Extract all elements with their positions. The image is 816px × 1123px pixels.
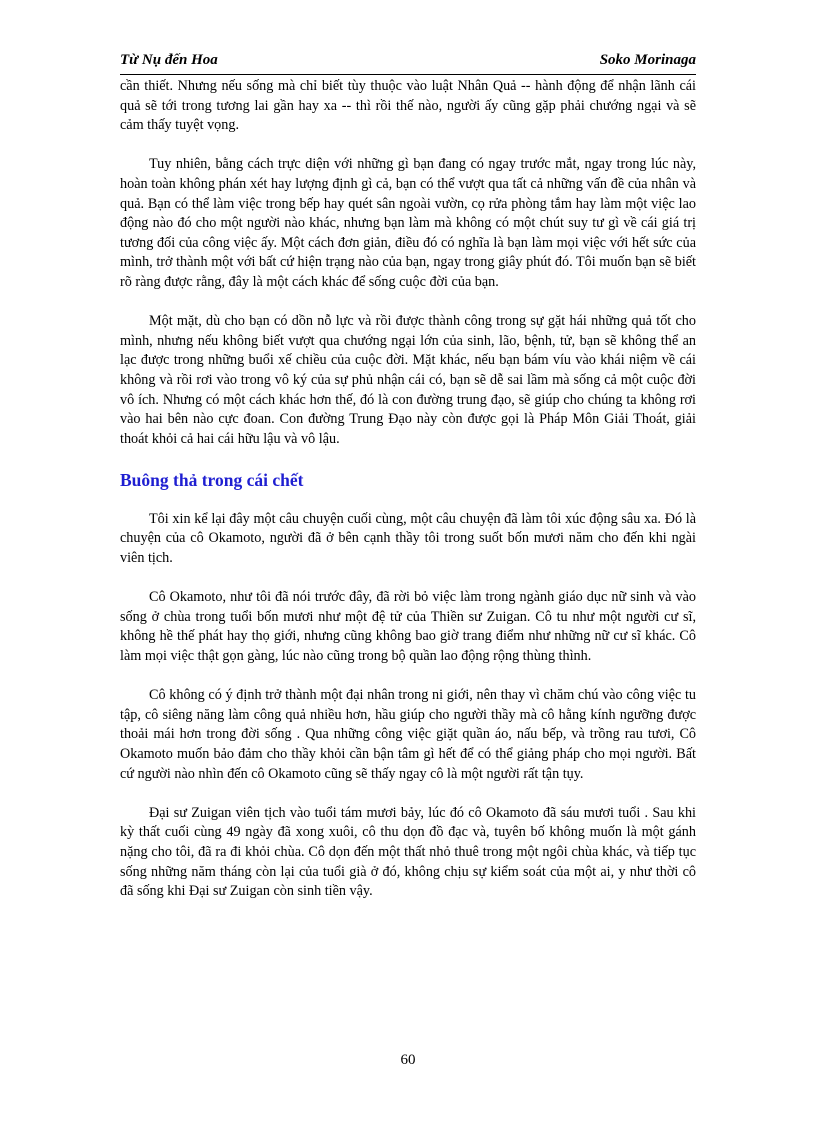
book-title: Từ Nụ đến Hoa [120, 52, 218, 68]
page-number: 60 [400, 1052, 416, 1068]
body-paragraph: Một mặt, dù cho bạn có dồn nỗ lực và rồi được thành công trong sự gặt hái những quả tốt cho mình, nhưng nếu không biết vượt qua chướng ngại lớn của sinh, lão, bệnh, tử, bạn sẽ không thể an lạc được trong những buổi xế chiều của cuộc đời. Mặt khác, nếu bạn bám víu vào khái niệm về cái không và rồi rơi vào trong vô ký của sự phủ nhận cái có, bạn sẽ dễ sai lầm mà sống cả một cuộc đời vô ích. Nhưng có một cách khác hơn thế, đó là con đường trung đạo, sẽ giúp cho chúng ta không rơi vào hai bên nào cực đoan. Con đường Trung Đạo này còn được gọi là Pháp Môn Giải Thoát, giải thoát khỏi cả hai cái hữu lậu và vô lậu. [120, 313, 696, 447]
author-name: Soko Morinaga [599, 52, 696, 68]
body-paragraph: cần thiết. Nhưng nếu sống mà chỉ biết tùy thuộc vào luật Nhân Quả -- hành động để nhận lãnh cái quả sẽ tới trong tương lai gần hay xa -- thì rồi thế nào, người ấy cũng gặp phải chướng ngại và sẽ cảm thấy tuyệt vọng. [120, 78, 696, 134]
body-paragraph: Cô không có ý định trở thành một đại nhân trong ni giới, nên thay vì chăm chú vào công việc tu tập, cô siêng năng làm công quả nhiều hơn, hầu giúp cho người thầy mà cô hằng kính ngưỡng được thoải mái hơn trong đời sống . Qua những công việc giặt quần áo, nấu bếp, và trồng rau tươi, Cô Okamoto muốn bảo đảm cho thầy khỏi cần bận tâm gì hết để có thể giảng pháp cho mọi người. Bất cứ người nào nhìn đến cô Okamoto cũng sẽ thấy ngay cô là một người rất tận tụy. [120, 687, 696, 782]
section-heading: Buông thả trong cái chết [120, 469, 304, 490]
page-body [120, 77, 696, 921]
page-header [120, 52, 696, 75]
body-paragraph: Đại sư Zuigan viên tịch vào tuổi tám mươi bảy, lúc đó cô Okamoto đã sáu mươi tuổi . Sau khi kỳ thất cuối cùng 49 ngày đã xong xuôi, cô thu dọn đồ đạc và, tuyên bố không muốn là một gánh nặng cho tôi, đã ra đi khỏi chùa. Cô dọn đến một thất nhỏ thuê trong một ngôi chùa khác, và tiếp tục sống những năm tháng còn lại của tuổi già ở đó, không chịu sự kiểm soát của một ai, y như thời cô đã sống khi Đại sư Zuigan còn sinh tiền vậy. [120, 804, 696, 900]
body-paragraph: Cô Okamoto, như tôi đã nói trước đây, đã rời bỏ việc làm trong ngành giáo dục nữ sinh và vào sống ở chùa trong tuổi bốn mươi như một đệ tử của Thiền sư Zuigan. Cô tu như một người cư sĩ, không hề thế phát hay thọ giới, nhưng cũng không bao giờ trang điểm như những nữ cư sĩ khác. Cô làm mọi việc thật gọn gàng, lúc nào cũng trong bộ quần lao động rộng thùng thình. [120, 589, 696, 665]
body-paragraph: Tôi xin kể lại đây một câu chuyện cuối cùng, một câu chuyện đã làm tôi xúc động sâu xa. Đó là chuyện của cô Okamoto, người đã ở bên cạnh thầy tôi trong suốt bốn mươi năm cho đến khi ngài viên tịch. [120, 510, 696, 567]
body-paragraph: Tuy nhiên, bằng cách trực diện với những gì bạn đang có ngay trước mắt, ngay trong lúc này, hoàn toàn không phán xét hay lượng định gì cả, bạn có thể vượt qua tất cả những vấn đề của nhân và quả. Bạn có thể làm việc trong bếp hay quét sân ngoài vườn, cọ rửa phòng tắm hay làm một việc lao động nào đó cho một người nào khác, nhưng bạn làm mà không có một chút suy tư gì về cái giá trị tương đối của công việc ấy. Một cách đơn giản, điều đó có nghĩa là bạn làm mọi việc với hết sức của mình, trở thành một với bất cứ hiện trạng nào của bạn, ngay trong giây phút đó. Tôi muốn bạn sẽ biết rõ ràng được rằng, đây là một cách khác để sống cuộc đời của bạn. [120, 156, 696, 290]
